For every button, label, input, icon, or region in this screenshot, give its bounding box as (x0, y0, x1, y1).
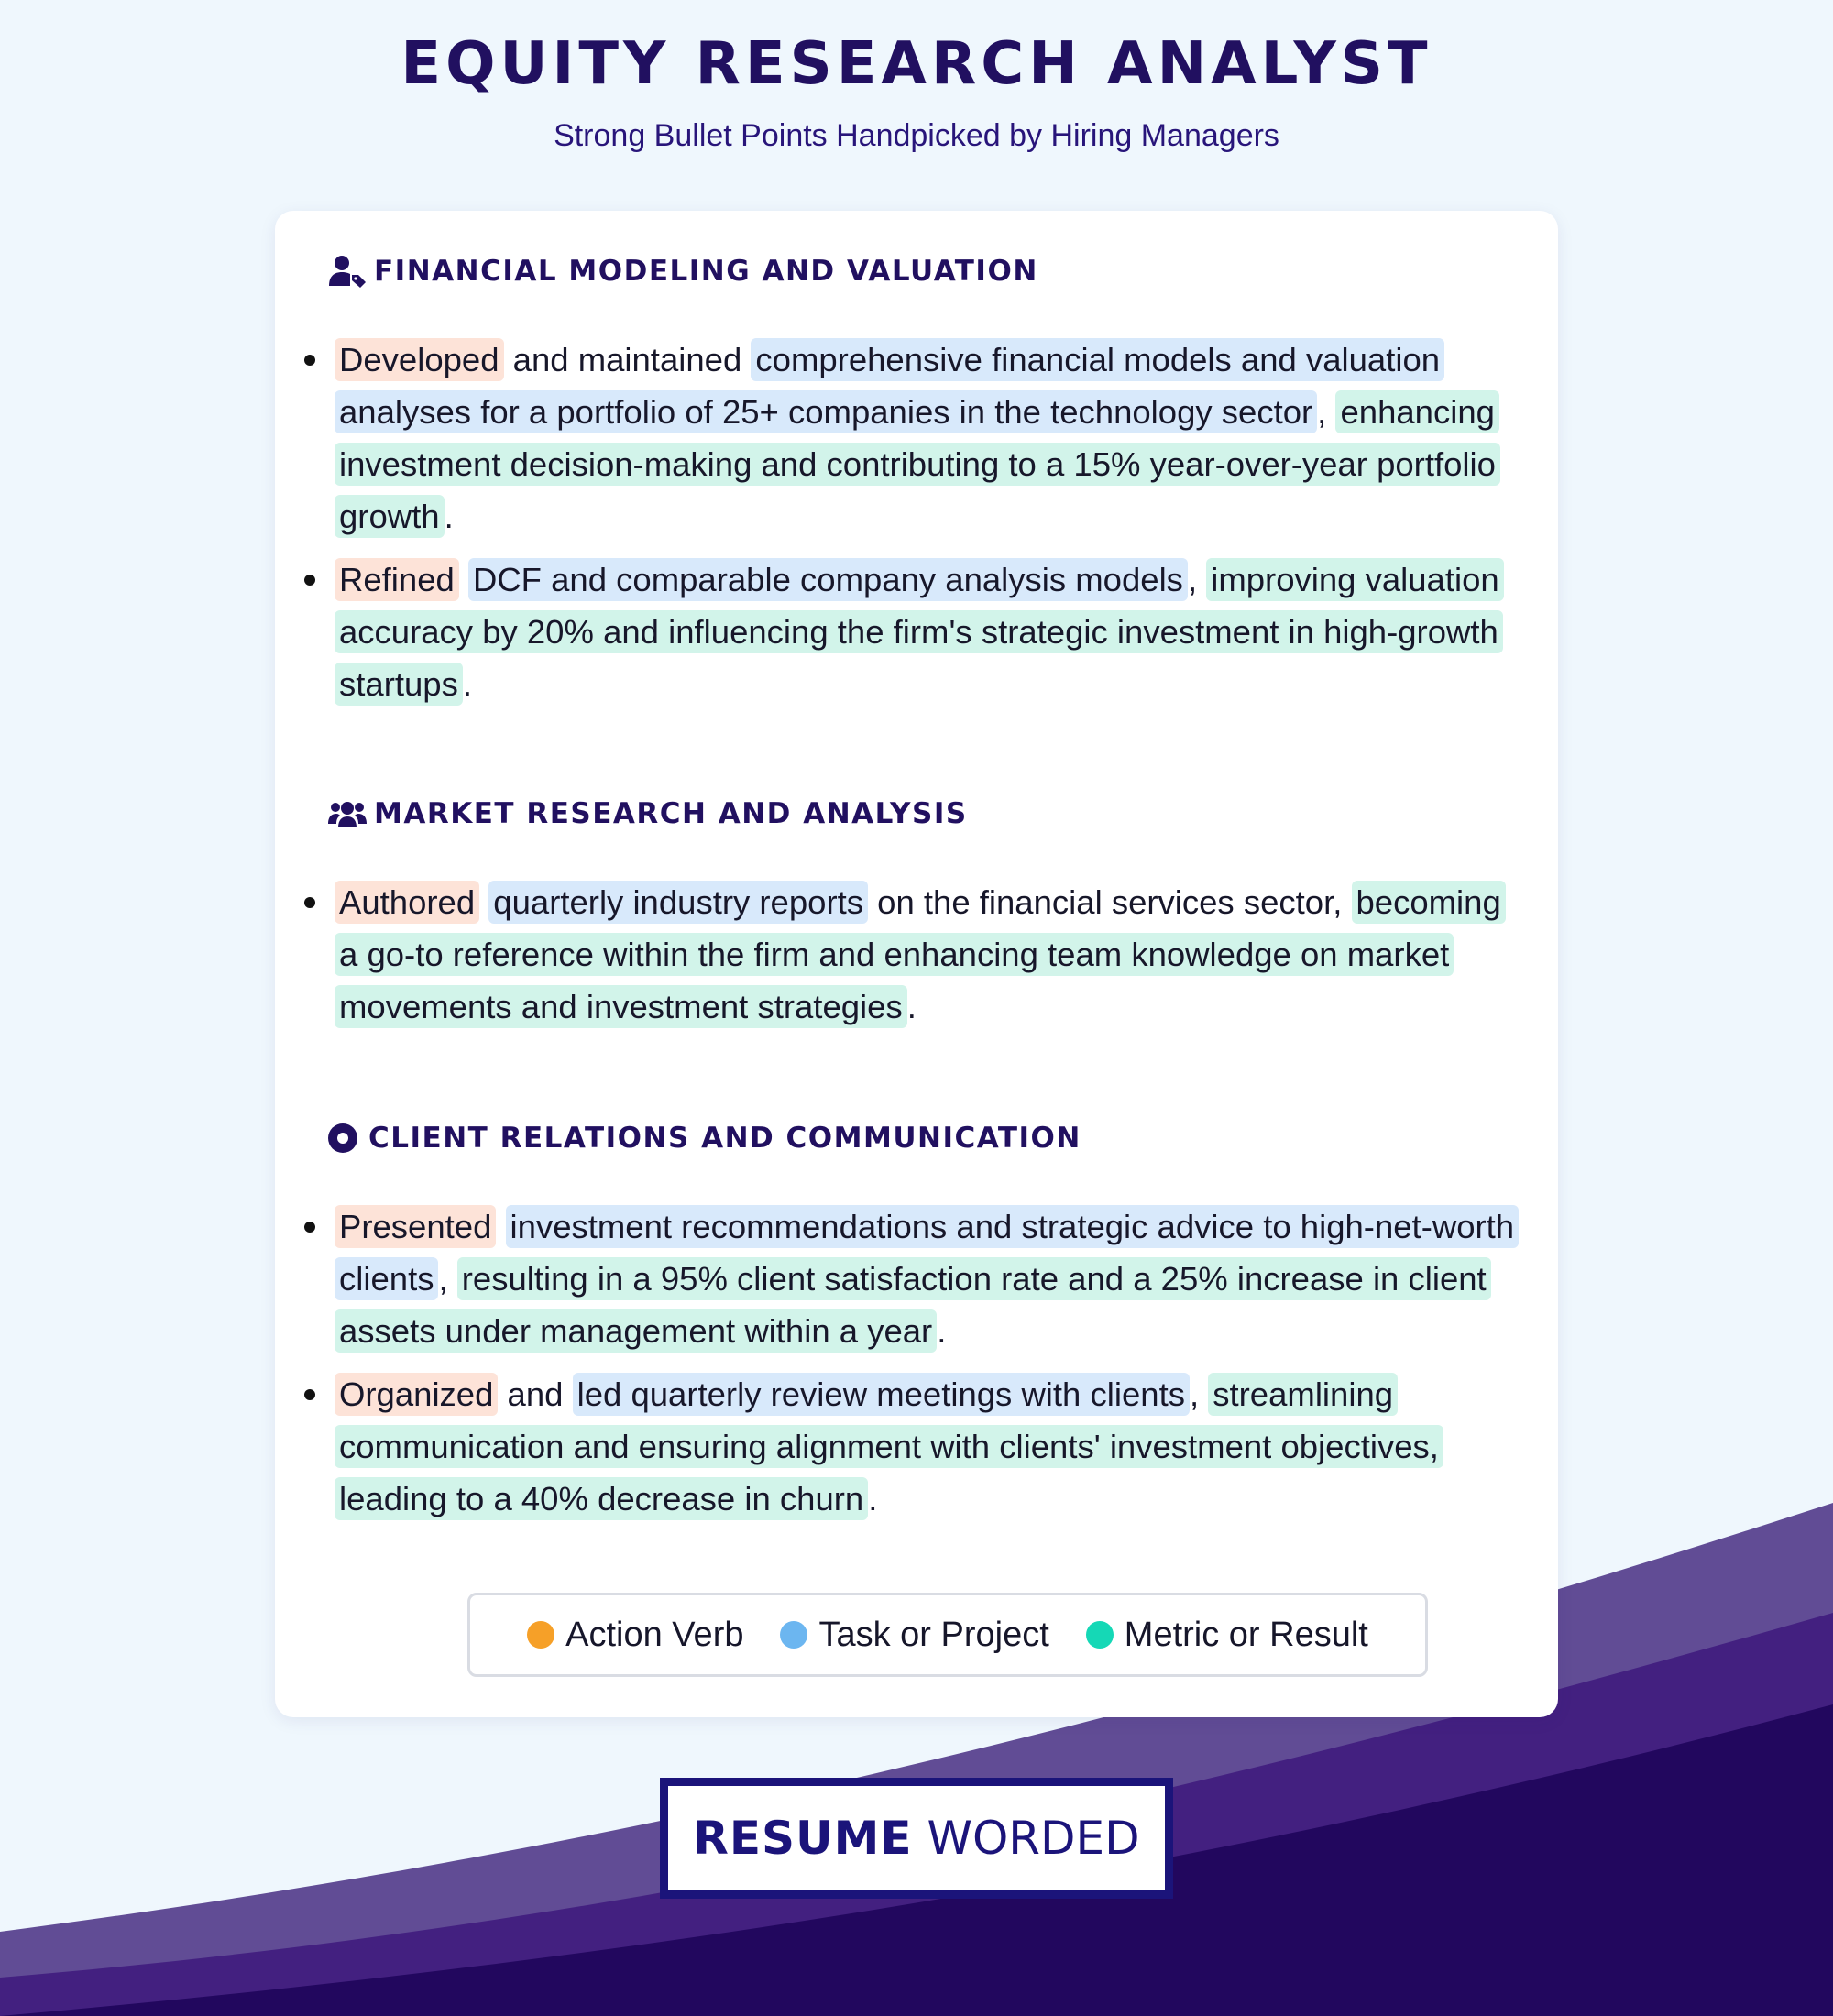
plain-text: , (1187, 561, 1207, 598)
task-text: quarterly industry reports (488, 881, 868, 924)
metric-text: streamlining communication and ensuring alignment with clients' investment objectives, leading to a 40% decrease in churn (335, 1373, 1443, 1520)
metric-text: enhancing investment decision-making and contributing to a 15% year-over-year portfolio growth (335, 390, 1500, 538)
legend-label: Metric or Result (1124, 1615, 1368, 1654)
section-title: CLIENT RELATIONS AND COMMUNICATION (368, 1122, 1081, 1155)
plain-text: on the financial services sector, (868, 883, 1352, 921)
bullet-list (275, 334, 1526, 721)
plain-text: . (906, 988, 916, 1025)
plain-text: and maintained (503, 341, 752, 378)
legend-label: Action Verb (565, 1615, 744, 1654)
action-verb: Refined (335, 558, 459, 601)
metric-text: resulting in a 95% client satisfaction rate and a 25% increase in client assets under management within a year (335, 1257, 1491, 1353)
task-text: comprehensive financial models and valuation analyses for a portfolio of 25+ companies in the technology sector (335, 338, 1444, 433)
action-verb: Authored (335, 881, 479, 924)
bullet-item (275, 553, 1526, 710)
legend-item-task (780, 1616, 1048, 1655)
plain-text: and (498, 1375, 573, 1413)
plain-text: , (1317, 393, 1336, 431)
task-text: led quarterly review meetings with clients (573, 1373, 1190, 1416)
section-header (328, 251, 1038, 291)
legend-dot-icon (780, 1621, 807, 1649)
legend-label: Task or Project (818, 1615, 1049, 1654)
action-verb: Organized (335, 1373, 498, 1416)
bullet-list (275, 876, 1526, 1044)
plain-text: . (444, 498, 454, 535)
section-title: MARKET RESEARCH AND ANALYSIS (374, 797, 968, 830)
task-text: DCF and comparable company analysis models (468, 558, 1188, 601)
action-verb: Developed (335, 338, 504, 381)
page-subtitle: Strong Bullet Points Handpicked by Hiring Managers (554, 118, 1279, 153)
bullet-item (275, 1368, 1526, 1525)
section-header (328, 794, 968, 834)
legend (467, 1593, 1428, 1677)
plain-text: . (868, 1480, 878, 1517)
plain-text: , (438, 1260, 457, 1298)
metric-text: becoming a go-to reference within the firm and enhancing team knowledge on market movements and investment strategies (335, 881, 1506, 1028)
bullet-item (275, 334, 1526, 542)
page-header (0, 27, 1833, 154)
legend-dot-icon (1086, 1621, 1114, 1649)
logo-regular-text: WORDED (927, 1812, 1140, 1865)
plain-text: , (1189, 1375, 1209, 1413)
legend-item-metric (1086, 1616, 1368, 1655)
metric-text: improving valuation accuracy by 20% and influencing the firm's strategic investment in high-growth startups (335, 558, 1504, 706)
plain-text: . (462, 665, 472, 703)
plain-text (459, 561, 468, 598)
task-text: investment recommendations and strategic advice to high-net-worth clients (335, 1205, 1519, 1300)
logo-bold-text: RESUME (693, 1812, 913, 1865)
legend-item-action-verb (527, 1616, 743, 1655)
legend-dot-icon (527, 1621, 554, 1649)
bullet-list (275, 1200, 1526, 1536)
plain-text (496, 1208, 505, 1245)
page-title: EQUITY RESEARCH ANALYST (401, 30, 1432, 98)
record-circle-icon (328, 1118, 363, 1158)
section-header (328, 1118, 1081, 1158)
plain-text (479, 883, 488, 921)
users-icon (328, 794, 368, 834)
section-title: FINANCIAL MODELING AND VALUATION (374, 255, 1038, 288)
bullet-item (275, 876, 1526, 1033)
bullet-item (275, 1200, 1526, 1357)
action-verb: Presented (335, 1205, 496, 1248)
plain-text: . (937, 1312, 947, 1350)
resume-worded-logo[interactable] (660, 1778, 1173, 1899)
user-tag-icon (328, 251, 368, 291)
bullet-card (275, 211, 1558, 1717)
